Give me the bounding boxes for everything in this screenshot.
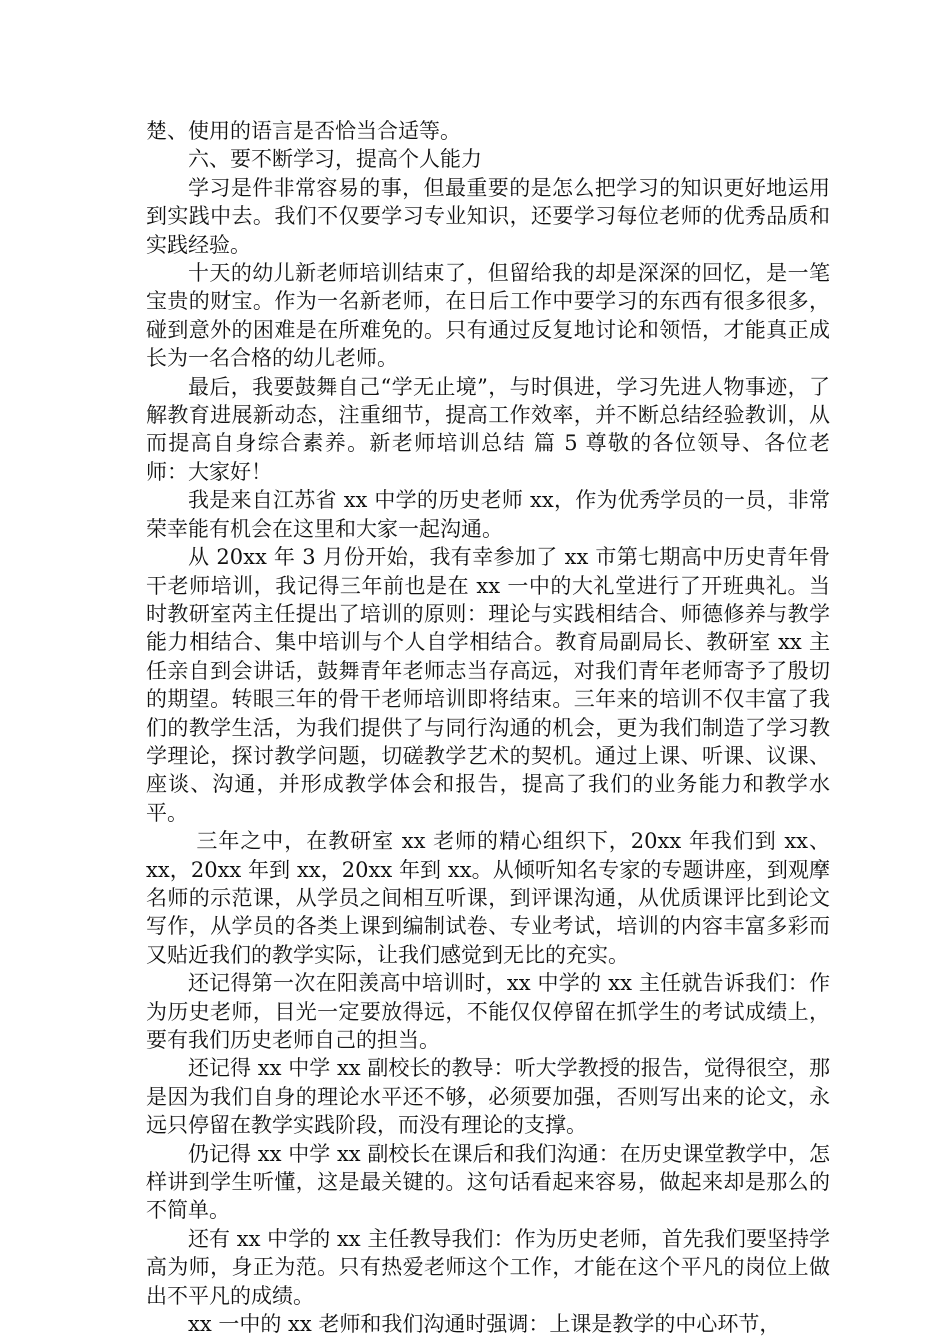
paragraph: xx 一中的 xx 老师和我们沟通时强调：上课是教学的中心环节， [188,1312,781,1337]
paragraph: 还记得第一次在阳羡高中培训时，xx 中学的 xx 主任就告诉我们：作为历史老师，目光一定要放得远，不能仅仅停留在抓学生的考试成绩上，要有我们历史老师自己的担当。 [146,971,830,1052]
document-body [146,117,830,1338]
paragraph-continuation: 楚、使用的语言是否恰当合适等。 [146,119,461,143]
paragraph: 我是来自江苏省 xx 中学的历史老师 xx，作为优秀学员的一员，非常荣幸能有机会在这里和大家一起沟通。 [146,488,830,541]
paragraph: 仍记得 xx 中学 xx 副校长在课后和我们沟通：在历史课堂教学中，怎样讲到学生听懂，这是最关键的。这句话看起来容易，做起来却是那么的不简单。 [146,1141,830,1223]
paragraph: 还记得 xx 中学 xx 副校长的教导：听大学教授的报告，觉得很空，那是因为我们自身的理论水平还不够，必须要加强，否则写出来的论文，永远只停留在教学实践阶段，而没有理论的支撑。 [146,1056,830,1138]
paragraph: 最后，我要鼓舞自己“学无止境”，与时俱进，学习先进人物事迹，了解教育进展新动态，注重细节，提高工作效率，并不断总结经验教训，从而提高自身综合素养。新老师培训总结 篇 5 尊敬的各位领导、各位老师：大家好！ [146,374,830,484]
paragraph: 学习是件非常容易的事，但最重要的是怎么把学习的知识更好地运用到实践中去。我们不仅要学习专业知识，还要学习每位老师的优秀品质和实践经验。 [146,175,830,257]
paragraph: 三年之中，在教研室 xx 老师的精心组织下，20xx 年我们到 xx、xx，20xx 年到 xx，20xx 年到 xx。从倾听知名专家的专题讲座，到观摩名师的示范课，从学员之间相互听课，到评课沟通，从优质课评比到论文写作，从学员的各类上课到编制试卷、专业考试，培训的内容丰富多彩而又贴近我们的教学实际，让我们感觉到无比的充实。 [146,829,830,967]
paragraph: 从 20xx 年 3 月份开始，我有幸参加了 xx 市第七期高中历史青年骨干老师培训，我记得三年前也是在 xx 一中的大礼堂进行了开班典礼。当时教研室芮主任提出了培训的原则：理论与实践相结合、师德修养与教学能力相结合、集中培训与个人自学相结合。教育局副局长、教研室 xx 主任亲自到会讲话，鼓舞青年老师志当存高远，对我们青年老师寄予了殷切的期望。转眼三年的骨干老师培训即将结束。三年来的培训不仅丰富了我们的教学生活，为我们提供了与同行沟通的机会，更为我们制造了学习教学理论，探讨教学问题，切磋教学艺术的契机。通过上课、听课、议课、座谈、沟通，并形成教学体会和报告，提高了我们的业务能力和教学水平。 [146,545,830,825]
section-heading: 六、要不断学习，提高个人能力 [188,147,482,172]
paragraph: 还有 xx 中学的 xx 主任教导我们：作为历史老师，首先我们要坚持学高为师，身正为范。只有热爱老师这个工作，才能在这个平凡的岗位上做出不平凡的成绩。 [146,1226,830,1308]
paragraph: 十天的幼儿新老师培训结束了，但留给我的却是深深的回忆，是一笔宝贵的财宝。作为一名新老师，在日后工作中要学习的东西有很多很多，碰到意外的困难是在所难免的。只有通过反复地讨论和领悟，才能真正成长为一名合格的幼儿老师。 [146,261,830,371]
